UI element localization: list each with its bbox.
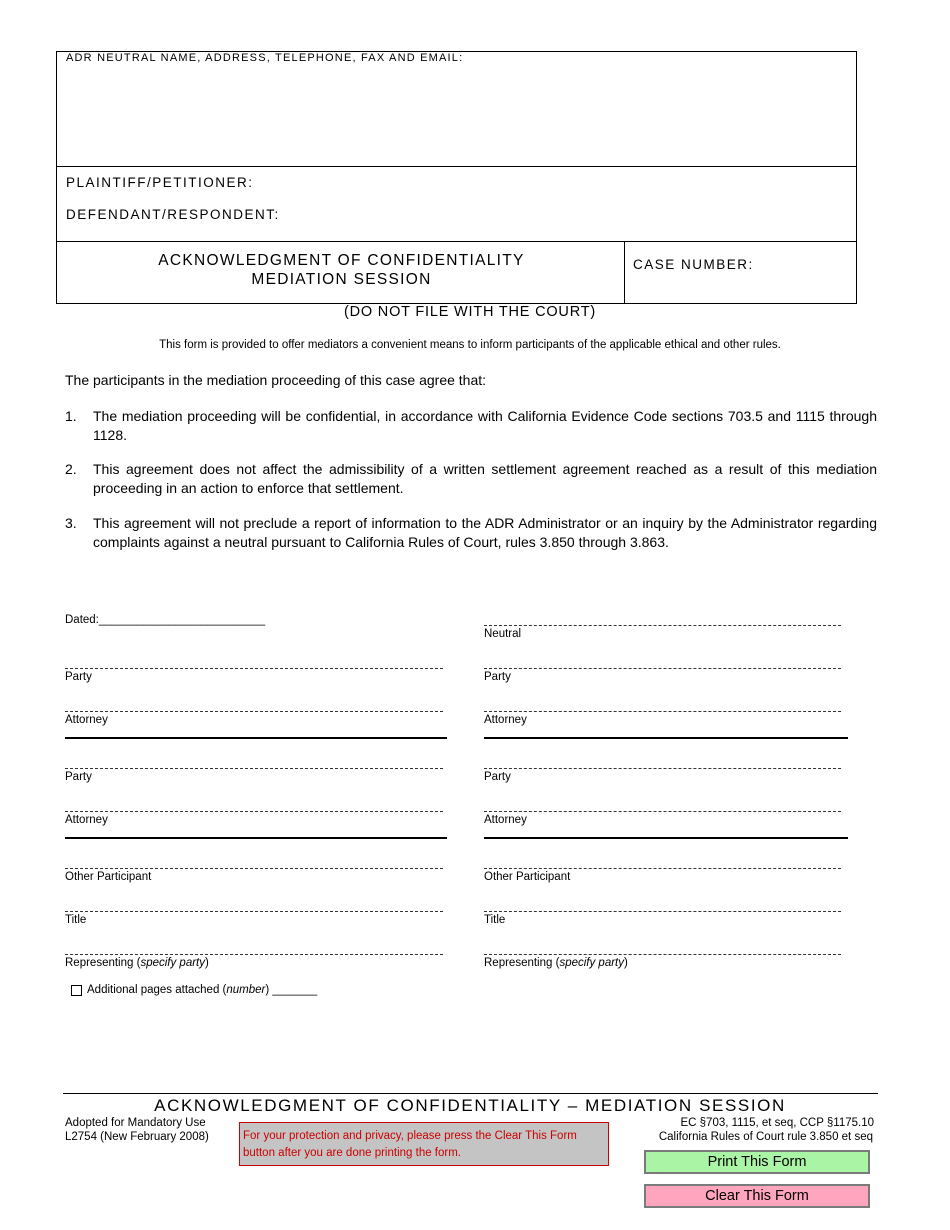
neutral-info-label: ADR NEUTRAL NAME, ADDRESS, TELEPHONE, FAX AND EMAIL: [66, 52, 464, 64]
do-not-file-notice: (DO NOT FILE WITH THE COURT) [344, 304, 596, 320]
attorney-signature-line[interactable] [484, 811, 841, 812]
attorney-label: Attorney [484, 714, 527, 726]
agreement-item [65, 460, 877, 497]
specify-party-text: specify party [140, 957, 205, 969]
defendant-label: DEFENDANT/RESPONDENT: [66, 207, 280, 222]
footer-title: ACKNOWLEDGMENT OF CONFIDENTIALITY – MEDIATION SESSION [154, 1096, 786, 1115]
case-number-label: CASE NUMBER: [633, 257, 754, 272]
other-participant-line[interactable] [65, 868, 443, 869]
item-text: This agreement does not affect the admissibility of a written settlement agreement reached as a result of this mediation proceeding in an action to enforce that settlement. [93, 461, 877, 496]
attorney-label: Attorney [65, 814, 108, 826]
dated-blank: __________________________ [98, 614, 266, 626]
item-text: The mediation proceeding will be confidential, in accordance with California Evidence Code sections 703.5 and 1115 through 1128. [93, 408, 877, 443]
item-text: This agreement will not preclude a report of information to the ADR Administrator or an inquiry by the Administrator regarding complaints against a neutral pursuant to California Rules of Court, rules 3.850 through 3.863. [93, 515, 877, 550]
title-label: Title [65, 914, 87, 926]
footer-rule [63, 1093, 878, 1094]
provided-note: This form is provided to offer mediators a convenient means to inform participants of the applicable ethical and other rules. [159, 339, 781, 351]
representing-label [484, 957, 628, 969]
form-id: L2754 (New February 2008) [65, 1131, 209, 1143]
item-number: 3. [65, 515, 77, 531]
party-signature-line[interactable] [65, 668, 443, 669]
section-divider [65, 737, 447, 739]
additional-pages-text: Additional pages attached ( [87, 984, 227, 996]
title-line[interactable] [484, 911, 841, 912]
dated-field[interactable] [65, 614, 265, 626]
agreement-item [65, 407, 877, 444]
party-label: Party [65, 771, 92, 783]
representing-line[interactable] [484, 954, 841, 955]
other-participant-label: Other Participant [65, 871, 152, 883]
form-title-line2: MEDIATION SESSION [251, 271, 432, 288]
form-title-line1: ACKNOWLEDGMENT OF CONFIDENTIALITY [158, 252, 525, 269]
attorney-label: Attorney [484, 814, 527, 826]
attorney-signature-line[interactable] [65, 811, 443, 812]
party-label: Party [484, 771, 511, 783]
party-signature-line[interactable] [484, 668, 841, 669]
form-title [57, 251, 626, 289]
plaintiff-label: PLAINTIFF/PETITIONER: [66, 175, 254, 190]
neutral-info-box[interactable] [56, 51, 857, 167]
section-divider [484, 737, 848, 739]
case-number-box[interactable] [624, 241, 857, 304]
close-paren: ) [205, 957, 209, 969]
dated-label: Dated: [65, 614, 99, 626]
item-number: 2. [65, 461, 77, 477]
attorney-signature-line[interactable] [484, 711, 841, 712]
section-divider [65, 837, 447, 839]
attorney-signature-line[interactable] [65, 711, 443, 712]
title-label: Title [484, 914, 506, 926]
title-line[interactable] [65, 911, 443, 912]
party-signature-line[interactable] [484, 768, 841, 769]
representing-line[interactable] [65, 954, 443, 955]
other-participant-line[interactable] [484, 868, 841, 869]
section-divider [484, 837, 848, 839]
clear-form-button[interactable]: Clear This Form [644, 1184, 870, 1208]
party-signature-line[interactable] [65, 768, 443, 769]
additional-pages-checkbox[interactable] [71, 985, 82, 996]
close-paren: ) [624, 957, 628, 969]
neutral-label: Neutral [484, 628, 522, 640]
attorney-label: Attorney [65, 714, 108, 726]
representing-text: Representing ( [484, 957, 560, 969]
party-label: Party [484, 671, 511, 683]
agreement-item [65, 514, 877, 551]
representing-text: Representing ( [65, 957, 141, 969]
adopted-text: Adopted for Mandatory Use [65, 1117, 206, 1129]
other-participant-label: Other Participant [484, 871, 571, 883]
representing-label [65, 957, 209, 969]
number-text: number [226, 984, 266, 996]
additional-pages-label [87, 984, 317, 996]
parties-box [56, 166, 857, 242]
party-label: Party [65, 671, 92, 683]
additional-pages-blank: ) _______ [265, 984, 318, 996]
neutral-signature-line[interactable] [484, 625, 841, 626]
title-box [56, 241, 625, 304]
print-form-button[interactable]: Print This Form [644, 1150, 870, 1174]
intro-text: The participants in the mediation proceeding of this case agree that: [65, 372, 487, 388]
privacy-notice: For your protection and privacy, please press the Clear This Form button after you are done printing the form. [239, 1122, 609, 1166]
item-number: 1. [65, 408, 77, 424]
code-reference: EC §703, 1115, et seq, CCP §1175.10 [680, 1117, 874, 1129]
rule-reference: California Rules of Court rule 3.850 et seq [658, 1131, 873, 1143]
specify-party-text: specify party [559, 957, 624, 969]
